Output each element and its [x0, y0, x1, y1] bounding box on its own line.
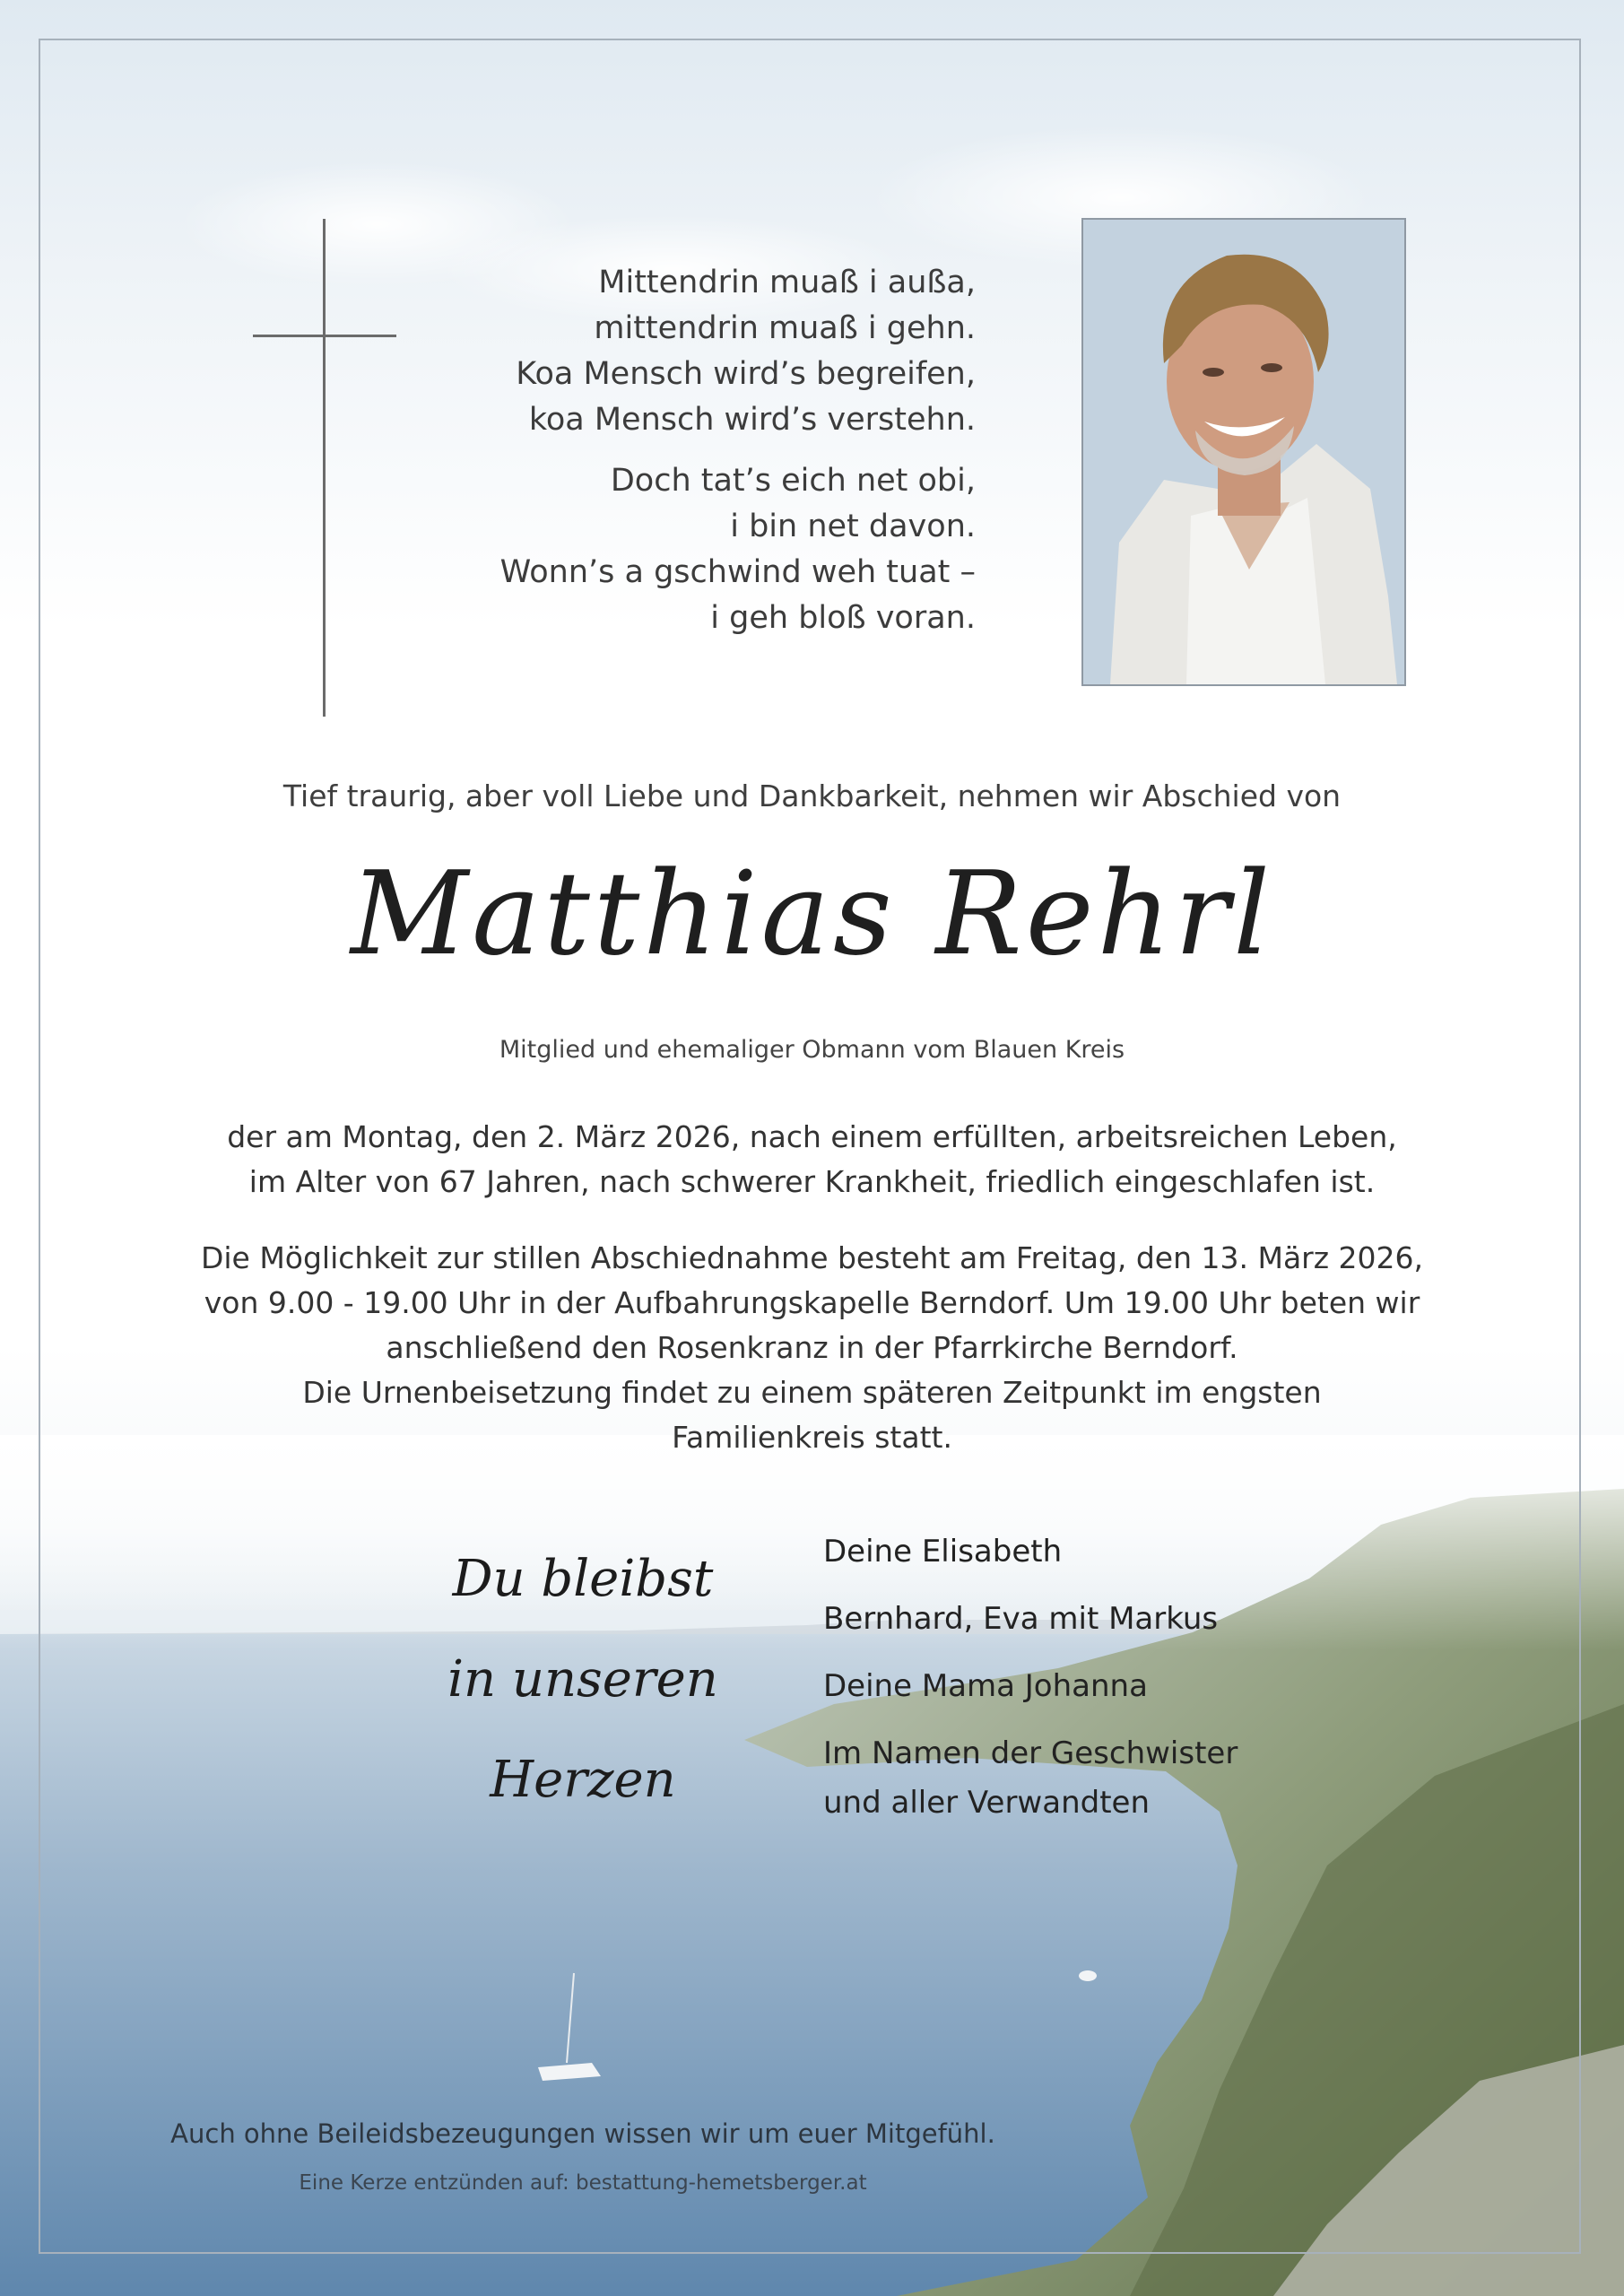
- script-line: in unseren: [447, 1650, 718, 1709]
- script-line: Herzen: [490, 1751, 676, 1809]
- poem-stanza-2: [348, 458, 976, 641]
- mourner-item: [823, 1595, 1361, 1644]
- poem-stanza-1: [348, 260, 976, 443]
- mourner-item: [823, 1662, 1361, 1711]
- deceased-name: Matthias Rehrl: [351, 848, 1273, 981]
- cross-icon: [323, 219, 326, 717]
- poem: [348, 260, 976, 657]
- condolence-note: Auch ohne Beileidsbezeugungen wissen wir um euer Mitgefühl.: [170, 2118, 995, 2149]
- mourner-line: Bernhard, Eva mit Markus: [823, 1601, 1219, 1637]
- paragraph-line: der am Montag, den 2. März 2026, nach einem erfüllten, arbeitsreichen Leben,: [227, 1119, 1397, 1154]
- mourner-item: [823, 1729, 1361, 1828]
- farewell-info-paragraph: [0, 1236, 1624, 1460]
- death-notice-paragraph: [0, 1115, 1624, 1205]
- memorial-script: [430, 1529, 735, 1831]
- paragraph-line: Die Urnenbeisetzung findet zu einem späteren Zeitpunkt im engsten: [302, 1375, 1322, 1410]
- mourner-item: [823, 1527, 1361, 1577]
- poem-line: i bin net davon.: [730, 509, 976, 544]
- mourners-list: [823, 1527, 1361, 1846]
- paragraph-line: von 9.00 - 19.00 Uhr in der Aufbahrungskapelle Berndorf. Um 19.00 Uhr beten wir: [204, 1285, 1420, 1320]
- poem-line: mittendrin muaß i gehn.: [594, 310, 976, 346]
- mourner-line: Deine Elisabeth: [823, 1534, 1063, 1570]
- deceased-subtitle: Mitglied und ehemaliger Obmann vom Blauen Kreis: [499, 1036, 1125, 1064]
- paragraph-line: im Alter von 67 Jahren, nach schwerer Krankheit, friedlich eingeschlafen ist.: [248, 1164, 1376, 1199]
- intro-text: Tief traurig, aber voll Liebe und Dankbarkeit, nehmen wir Abschied von: [282, 778, 1342, 813]
- portrait-illustration: [1083, 220, 1404, 684]
- paragraph-line: Die Möglichkeit zur stillen Abschiednahme besteht am Freitag, den 13. März 2026,: [200, 1240, 1424, 1275]
- portrait-photo: [1081, 218, 1406, 686]
- poem-line: i geh bloß voran.: [710, 600, 976, 636]
- paragraph-line: anschließend den Rosenkranz in der Pfarrkirche Berndorf.: [386, 1330, 1238, 1365]
- poem-line: Doch tat’s eich net obi,: [610, 463, 976, 499]
- poem-line: Koa Mensch wird’s begreifen,: [516, 356, 976, 392]
- poem-line: Wonn’s a gschwind weh tuat –: [499, 554, 976, 590]
- mourner-line: und aller Verwandten: [823, 1785, 1151, 1821]
- candle-link[interactable]: Eine Kerze entzünden auf: bestattung-hemetsberger.at: [299, 2171, 867, 2195]
- script-line: Du bleibst: [452, 1550, 714, 1608]
- paragraph-line: Familienkreis statt.: [672, 1420, 952, 1455]
- mourner-line: Deine Mama Johanna: [823, 1668, 1148, 1704]
- poem-line: Mittendrin muaß i außa,: [598, 265, 976, 300]
- poem-line: koa Mensch wird’s verstehn.: [528, 402, 976, 438]
- mourner-line: Im Namen der Geschwister: [823, 1735, 1238, 1771]
